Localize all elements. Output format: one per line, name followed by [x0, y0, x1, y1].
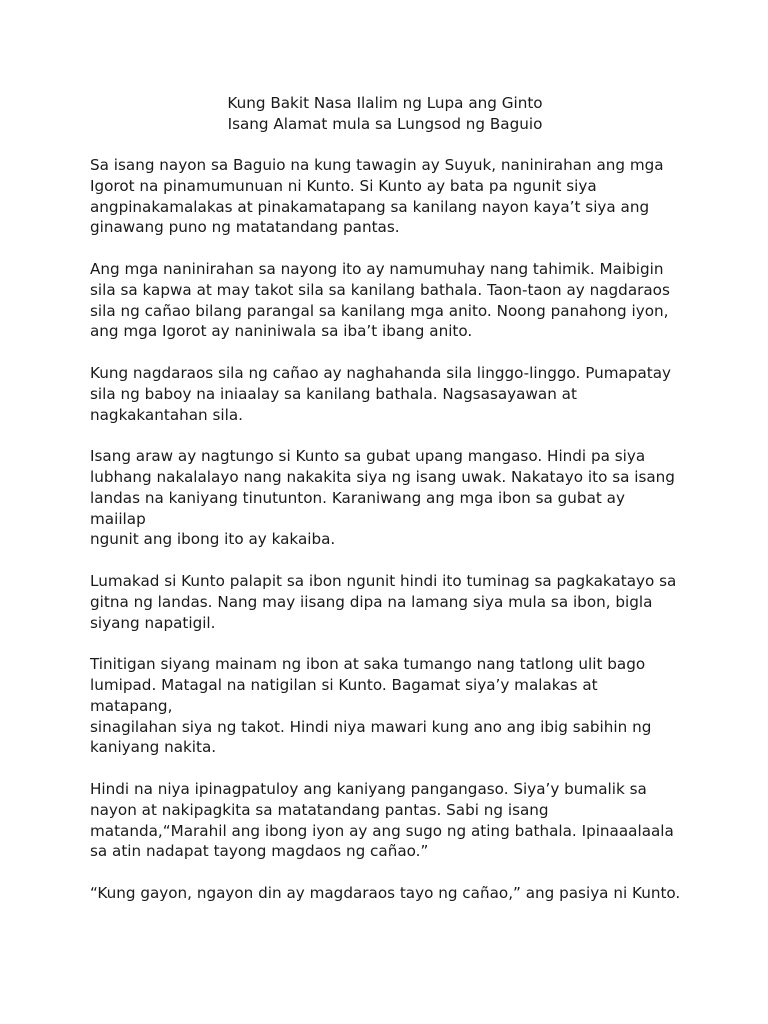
paragraph: [90, 654, 690, 758]
text-line: nagkakantahan sila.: [90, 405, 244, 424]
document-title: Kung Bakit Nasa Ilalim ng Lupa ang Ginto: [227, 94, 543, 112]
text-line: matanda,“Marahil ang ibong iyon ay ang sugo ng ating bathala. Ipinaaalaala: [90, 821, 674, 840]
text-line: lumipad. Matagal na natigilan si Kunto. Bagamat siya’y malakas at: [90, 675, 598, 694]
text-line: Sa isang nayon sa Baguio na kung tawagin ay Suyuk, naninirahan ang mga: [90, 156, 664, 174]
paragraph: [90, 446, 690, 550]
paragraph: [90, 779, 690, 862]
paragraph: [90, 155, 690, 238]
text-line: sila ng baboy na iniaalay sa kanilang bathala. Nagsasayawan at: [90, 384, 577, 403]
text-line: ngunit ang ibong ito ay kakaiba.: [90, 530, 336, 549]
text-line: Isang araw ay nagtungo si Kunto sa gubat upang mangaso. Hindi pa siya: [90, 447, 646, 466]
text-line: Kung nagdaraos sila ng cañao ay naghahanda sila linggo-linggo. Pumapatay: [90, 363, 672, 382]
text-line: Igorot na pinamumunuan ni Kunto. Si Kunto ay bata pa ngunit siya: [90, 176, 597, 195]
text-line: nayon at nakipagkita sa matatandang pantas. Sabi ng isang: [90, 800, 549, 819]
text-line: gitna ng landas. Nang may iisang dipa na lamang siya mula sa ibon, bigla: [90, 592, 653, 611]
text-line: “Kung gayon, ngayon din ay magdaraos tayo ng cañao,” ang pasiya ni Kunto.: [90, 883, 681, 902]
text-line: matapang,: [90, 696, 173, 715]
paragraph: [90, 883, 690, 904]
text-line: sila ng cañao bilang parangal sa kanilang mga anito. Noong panahong iyon,: [90, 301, 669, 320]
text-line: sila sa kapwa at may takot sila sa kanilang bathala. Taon-taon ay nagdaraos: [90, 280, 670, 299]
text-line: maiilap: [90, 509, 146, 528]
paragraph: [90, 571, 690, 633]
document-subtitle: Isang Alamat mula sa Lungsod ng Baguio: [227, 114, 543, 133]
text-line: ang mga Igorot ay naniniwala sa iba’t ibang anito.: [90, 322, 473, 341]
text-line: sa atin nadapat tayong magdaos ng cañao.”: [90, 842, 429, 861]
title-block: [0, 93, 768, 135]
text-line: sinagilahan siya ng takot. Hindi niya mawari kung ano ang ibig sabihin ng: [90, 717, 652, 736]
text-line: kaniyang nakita.: [90, 738, 217, 757]
text-line: landas na kaniyang tinutunton. Karaniwang ang mga ibon sa gubat ay: [90, 488, 625, 507]
paragraph: [90, 259, 690, 342]
text-line: angpinakamalakas at pinakamatapang sa kanilang nayon kaya’t siya ang: [90, 197, 650, 216]
document-body: [90, 155, 690, 924]
text-line: Ang mga naninirahan sa nayong ito ay namumuhay nang tahimik. Maibigin: [90, 259, 664, 278]
text-line: ginawang puno ng matatandang pantas.: [90, 218, 400, 237]
text-line: Tinitigan siyang mainam ng ibon at saka tumango nang tatlong ulit bago: [90, 655, 646, 674]
paragraph: [90, 363, 690, 425]
text-line: Hindi na niya ipinagpatuloy ang kaniyang pangangaso. Siya’y bumalik sa: [90, 779, 647, 798]
text-line: lubhang nakalalayo nang nakakita siya ng isang uwak. Nakatayo ito sa isang: [90, 467, 675, 486]
text-line: siyang napatigil.: [90, 613, 216, 632]
text-line: Lumakad si Kunto palapit sa ibon ngunit hindi ito tuminag sa pagkakatayo sa: [90, 571, 677, 590]
